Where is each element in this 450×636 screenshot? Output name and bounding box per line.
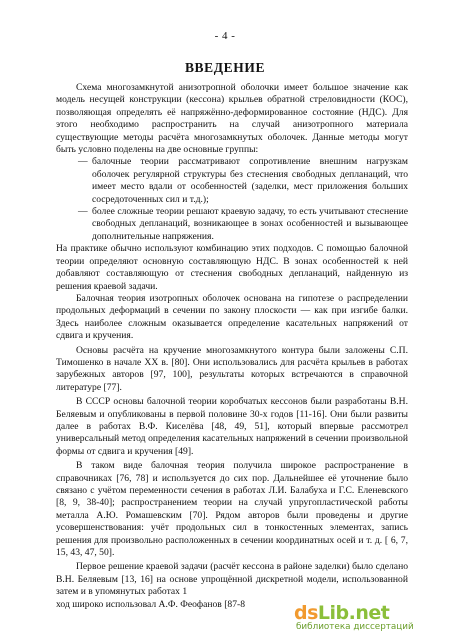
brand-logo: dsLib.net bbox=[294, 602, 390, 624]
paragraph: ход широко использовал А.Ф. Феофанов [87-8 bbox=[56, 598, 245, 610]
paragraph: Схема многозамкнутой анизотропной оболочки имеет большое значение как модель несущей конструкции (кессона) крыльев обратной стреловидности (КОС), позволяющая определять её напряжённо-деформированное состояние (НДС). Для этого необходимо распространить на случай анизотропного материала существующие методы расчёта многозамкнутых оболочек. Данные методы могут быть условно поделены на две основные группы: bbox=[56, 82, 408, 156]
paragraph: Основы расчёта на кручение многозамкнутого контура были заложены С.П. Тимошенко в начале XX в. [80]. Они использовались для расчёта крыльев в работах зарубежных авторов [97, 100], результаты которых встречаются в справочной литературе [77]. bbox=[56, 344, 408, 393]
paragraph: На практике обычно используют комбинацию этих подходов. С помощью балочной теории определяют основную составляющую НДС. В зонах особенностей к ней добавляют составляющую от стеснения свободных депланаций, найденную из решения краевой задачи. bbox=[56, 243, 408, 292]
brand-tagline: библиотека диссертаций bbox=[296, 622, 414, 632]
list-item-text: балочные теории рассматривают сопротивление внешним нагрузкам оболочек регулярной структуры без стеснения свободных депланаций, что имеет место вдали от особенностей (заделки, мест приложения больших сосредоточенных сил и т.д.); bbox=[92, 156, 408, 205]
list-item-text: более сложные теории решают краевую задачу, то есть учитывают стеснение свободных депланаций, возникающее в зонах особенностей и вызывающее дополнительные напряжения. bbox=[92, 206, 408, 242]
paragraph: Балочная теория изотропных оболочек основана на гипотезе о распределении продольных деформаций в сечении по закону плоскости — как при изгибе балки. Здесь наиболее сложным оказывается определение касательных напряжений от сдвига и кручения. bbox=[56, 292, 408, 342]
bullet-marker: — bbox=[78, 156, 88, 168]
paragraph: В таком виде балочная теория получила широкое распространение в справочниках [76, 78] и используется до сих пор. Дальнейшее её уточнение было связано с учётом переменности сечения в работах Л.И. Балабуха и Г.С. Еленевского [8, 9, 38-40]; распространением теории на случай упругопластической работы металла А.Ю. Ромашевским [70]. Рядом авторов были проведены и другие усовершенствования: учёт продольных сил в тонкостенных элементах, запись решения для произвольно расположенных в сечении координатных осей и т. д. [ 6, 7, 15, 43, 47, 50]. bbox=[56, 460, 408, 559]
list-item bbox=[56, 156, 408, 206]
page-title: ВВЕДЕНИЕ bbox=[184, 60, 266, 75]
paragraph: В СССР основы балочной теории коробчатых кессонов были разработаны В.Н. Беляевым и опубликованы в первой половине 30-х годов [11-16]. Они были развиты далее в работах В.Ф. Киселёва [48, 49, 51], который впервые рассмотрел универсальный метод определения касательных напряжений в сечении произвольной формы от сдвига и кручения [49]. bbox=[56, 396, 408, 457]
page-number: - 4 - bbox=[214, 30, 236, 42]
paragraph: Первое решение краевой задачи (расчёт кессона в районе заделки) было сделано В.Н. Беляевым [13, 16] на основе упрощённой дискретной модели, использованной затем и в упомянутых работах 1 bbox=[56, 561, 408, 598]
document-body bbox=[56, 82, 408, 611]
list-item bbox=[56, 206, 408, 243]
bullet-marker: — bbox=[78, 206, 88, 218]
watermark-logo[interactable] bbox=[294, 598, 444, 634]
